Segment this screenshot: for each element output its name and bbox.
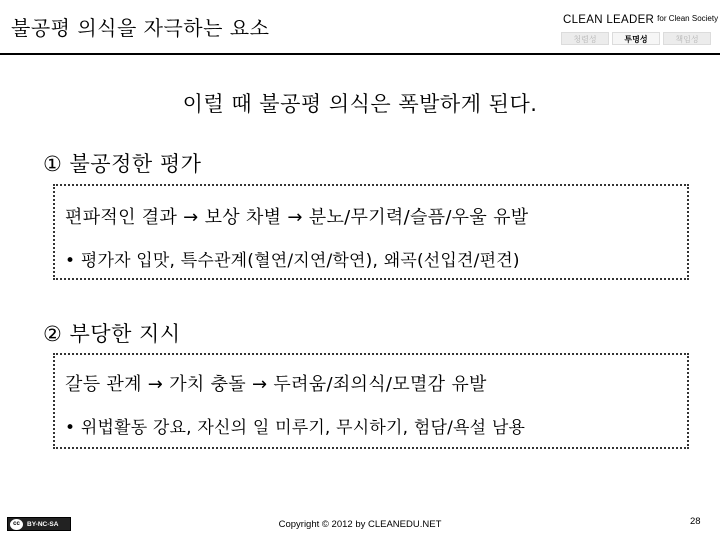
tab-responsibility[interactable]: 책임성 (663, 32, 711, 45)
section-line: 갈등 관계 → 가치 충돌 → 두려움/죄의식/모멸감 유발 (65, 374, 487, 395)
section-heading-unjust-instruction: ② 부당한 지시 (43, 322, 181, 346)
section-line: 편파적인 결과 → 보상 차별 → 분노/무기력/슬픔/우울 유발 (65, 207, 529, 228)
slide-subtitle: 이럴 때 불공평 의식은 폭발하게 된다. (182, 92, 538, 116)
section-bullet: • 평가자 입맛, 특수관계(혈연/지연/학연), 왜곡(선입견/편견) (65, 251, 520, 271)
brand-main-text: CLEAN LEADER (563, 14, 655, 26)
section-box-unfair-evaluation (53, 184, 689, 280)
license-text: BY-NC-SA (27, 520, 59, 528)
section-bullet: • 위법활동 강요, 자신의 일 미루기, 무시하기, 험담/욕설 남용 (65, 418, 526, 438)
section-heading-unfair-evaluation: ① 불공정한 평가 (43, 152, 202, 176)
page-number: 28 (690, 516, 701, 527)
header-divider (0, 53, 720, 55)
copyright-text: Copyright © 2012 by CLEANEDU.NET (278, 519, 442, 530)
brand-logo (563, 10, 718, 28)
slide-header-title: 불공평 의식을 자극하는 요소 (11, 16, 270, 40)
tab-transparency[interactable]: 투명성 (612, 32, 660, 45)
tab-integrity[interactable]: 청렴성 (561, 32, 609, 45)
brand-sub-text: for Clean Society (657, 14, 719, 23)
section-box-unjust-instruction (53, 353, 689, 449)
cc-icon: cc (10, 519, 23, 530)
